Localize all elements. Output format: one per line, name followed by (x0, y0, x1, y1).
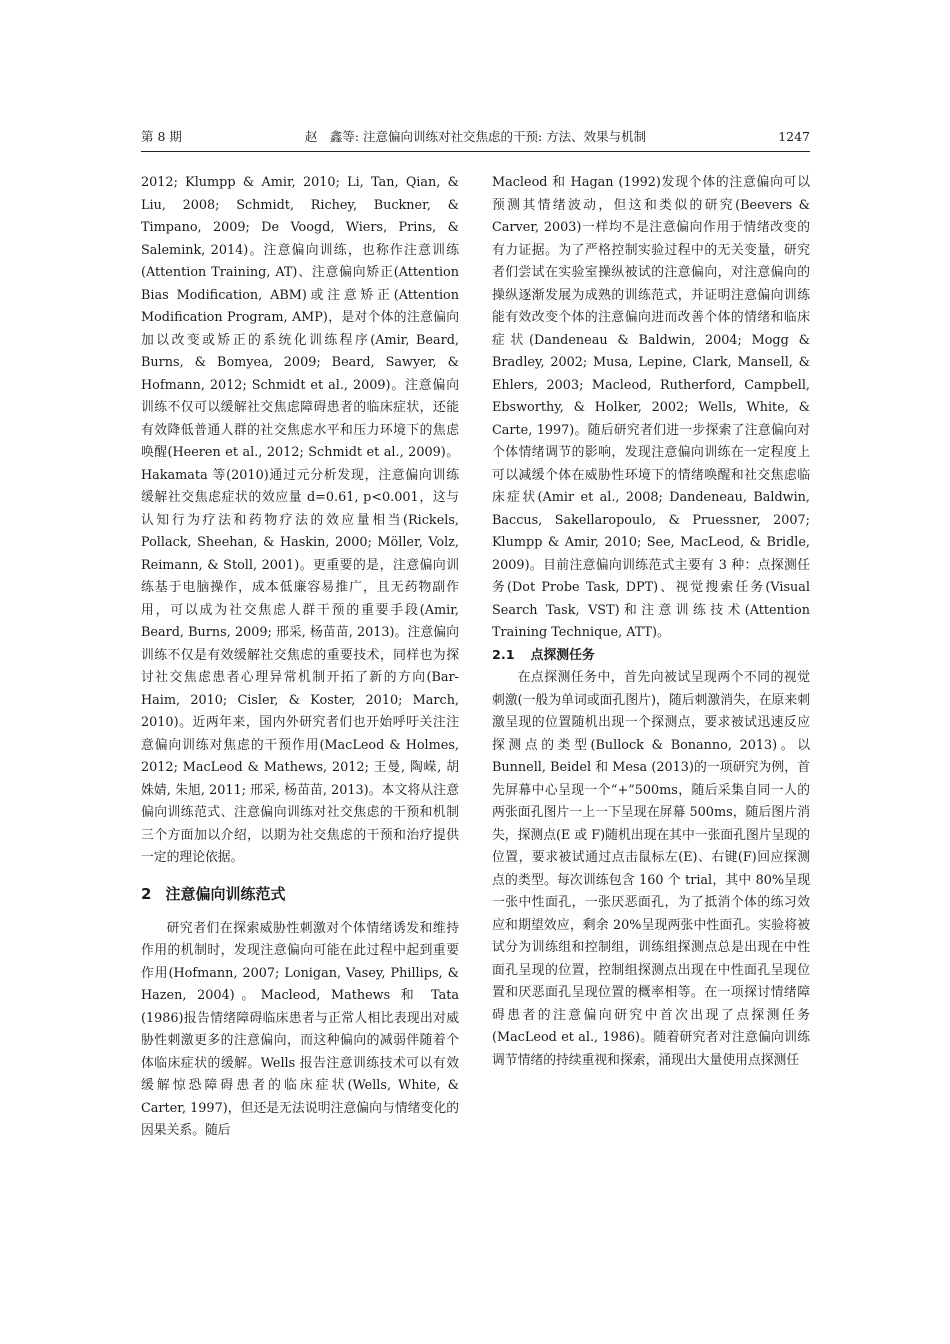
running-title: 赵 鑫等: 注意偏向训练对社交焦虑的干预: 方法、效果与机制 (304, 129, 647, 144)
page-number: 1247 (778, 129, 810, 144)
left-column (141, 172, 459, 1143)
issue-label: 第 8 期 (141, 129, 182, 144)
running-header (141, 126, 810, 148)
body-paragraph: Macleod 和 Hagan (1992)发现个体的注意偏向可以预测其情绪波动，但这和类似的研究(Beevers & Carver, 2003)一样均不是注意偏向作用于情绪改变的有力证据。为了严格控制实验过程中的无关变量，研究者们尝试在实验室操纵被试的注意偏向，对注意偏向的操纵逐渐发展为成熟的训练范式，并证明注意偏向训练能有效改变个体的注意偏向进而改善个体的情绪和临床症状(Dandeneau & Baldwin, 2004; Mogg & Bradley, 2002; Musa, Lepine, Clark, Mansell, & Ehlers, 2003; Macleod, Rutherford, Campbell, Ebsworthy, & Holker, 2002; Wells, White, & Carte, 1997)。随后研究者们进一步探索了注意偏向对个体情绪调节的影响，发现注意偏向训练在一定程度上可以减缓个体在威胁性环境下的情绪唤醒和社交焦虑临床症状(Amir et al., 2008; Dandeneau, Baldwin, Baccus, Sakellaropoulo, & Pruessner, 2007; Klumpp & Amir, 2010; See, MacLeod, & Bridle, 2009)。目前注意偏向训练范式主要有 3 种：点探测任务(Dot Probe Task, DPT)、视觉搜索任务(Visual Search Task, VST)和注意训练技术(Attention Training Technique, ATT)。 (492, 175, 810, 640)
body-paragraph: 研究者们在探索威胁性刺激对个体情绪诱发和维持作用的机制时，发现注意偏向可能在此过程中起到重要作用(Hofmann, 2007; Lonigan, Vasey, Phillips, & Hazen, 2004)。Macleod, Mathews 和 Tata (1986)报告情绪障碍临床患者与正常人相比表现出对威胁性刺激更多的注意偏向，而这种偏向的减弱伴随着个体临床症状的缓解。Wells 报告注意训练技术可以有效缓解惊恐障碍患者的临床症状(Wells, White, & Carter, 1997)，但还是无法说明注意偏向与情绪变化的因果关系。随后 (141, 920, 459, 1138)
section-title: 注意偏向训练范式 (165, 884, 286, 903)
header-rule (141, 151, 810, 152)
subsection-number: 2.1 (492, 647, 515, 663)
section-number: 2 (141, 884, 152, 903)
section-heading (141, 882, 459, 906)
subsection-title: 点探测任务 (530, 647, 595, 663)
body-paragraph: 在点探测任务中，首先向被试呈现两个不同的视觉刺激(一般为单词或面孔图片)，随后刺激消失，在原来刺激呈现的位置随机出现一个探测点，要求被试迅速反应探测点的类型(Bullock & Bonanno, 2013)。以 Bunnell, Beidel 和 Mesa (2013)的一项研究为例，首先屏幕中心呈现一个“+”500ms，随后采集自同一人的两张面孔图片一上一下呈现在屏幕 500ms，随后图片消失，探测点(E 或 F)随机出现在其中一张面孔图片呈现的位置，要求被试通过点击鼠标左(E)、右键(F)回应探测点的类型。每次训练包含 160 个 trial，其中 80%呈现一张中性面孔，一张厌恶面孔，为了抵消个体的练习效应和期望效应，剩余 20%呈现两张中性面孔。实验将被试分为训练组和控制组，训练组探测点总是出现在中性面孔呈现的位置，控制组探测点出现在中性面孔呈现位置和厌恶面孔呈现位置的概率相等。在一项探讨情绪障碍患者的注意偏向研究中首次出现了点探测任务(MacLeod et al., 1986)。随着研究者对注意偏向训练调节情绪的持续重视和探索，涌现出大量使用点探测任 (492, 670, 810, 1068)
right-column (492, 172, 810, 1072)
subsection-heading (492, 645, 810, 668)
body-paragraph: 2012; Klumpp & Amir, 2010; Li, Tan, Qian, & Liu, 2008; Schmidt, Richey, Buckner, & Timpano, 2009; De Voogd, Wiers, Prins, & Salemink, 2014)。注意偏向训练，也称作注意训练(Attention Training, AT)、注意偏向矫正(Attention Bias Modification, ABM)或注意矫正(Attention Modification Program, AMP)，是对个体的注意偏向加以改变或矫正的系统化训练程序(Amir, Beard, Burns, & Bomyea, 2009; Beard, Sawyer, & Hofmann, 2012; Schmidt et al., 2009)。注意偏向训练不仅可以缓解社交焦虑障碍患者的临床症状，还能有效降低普通人群的社交焦虑水平和压力环境下的焦虑唤醒(Heeren et al., 2012; Schmidt et al., 2009)。Hakamata 等(2010)通过元分析发现，注意偏向训练缓解社交焦虑症状的效应量 d=0.61, p<0.001，这与认知行为疗法和药物疗法的效应量相当(Rickels, Pollack, Sheehan, & Haskin, 2000; Möller, Volz, Reimann, & Stoll, 2001)。更重要的是，注意偏向训练基于电脑操作，成本低廉容易推广，且无药物副作用，可以成为社交焦虑人群干预的重要手段(Amir, Beard, Burns, 2009; 邢采, 杨苗苗, 2013)。注意偏向训练不仅是有效缓解社交焦虑的重要技术，同样也为探讨社交焦虑患者心理异常机制开拓了新的方向(Bar-Haim, 2010; Cisler, & Koster, 2010; March, 2010)。近两年来，国内外研究者们也开始呼吁关注注意偏向训练对焦虑的干预作用(MacLeod & Holmes, 2012; MacLeod & Mathews, 2012; 王曼, 陶嵘, 胡姝婧, 朱旭, 2011; 邢采, 杨苗苗, 2013)。本文将从注意偏向训练范式、注意偏向训练对社交焦虑的干预和机制三个方面加以介绍，以期为社交焦虑的干预和治疗提供一定的理论依据。 (141, 175, 459, 865)
